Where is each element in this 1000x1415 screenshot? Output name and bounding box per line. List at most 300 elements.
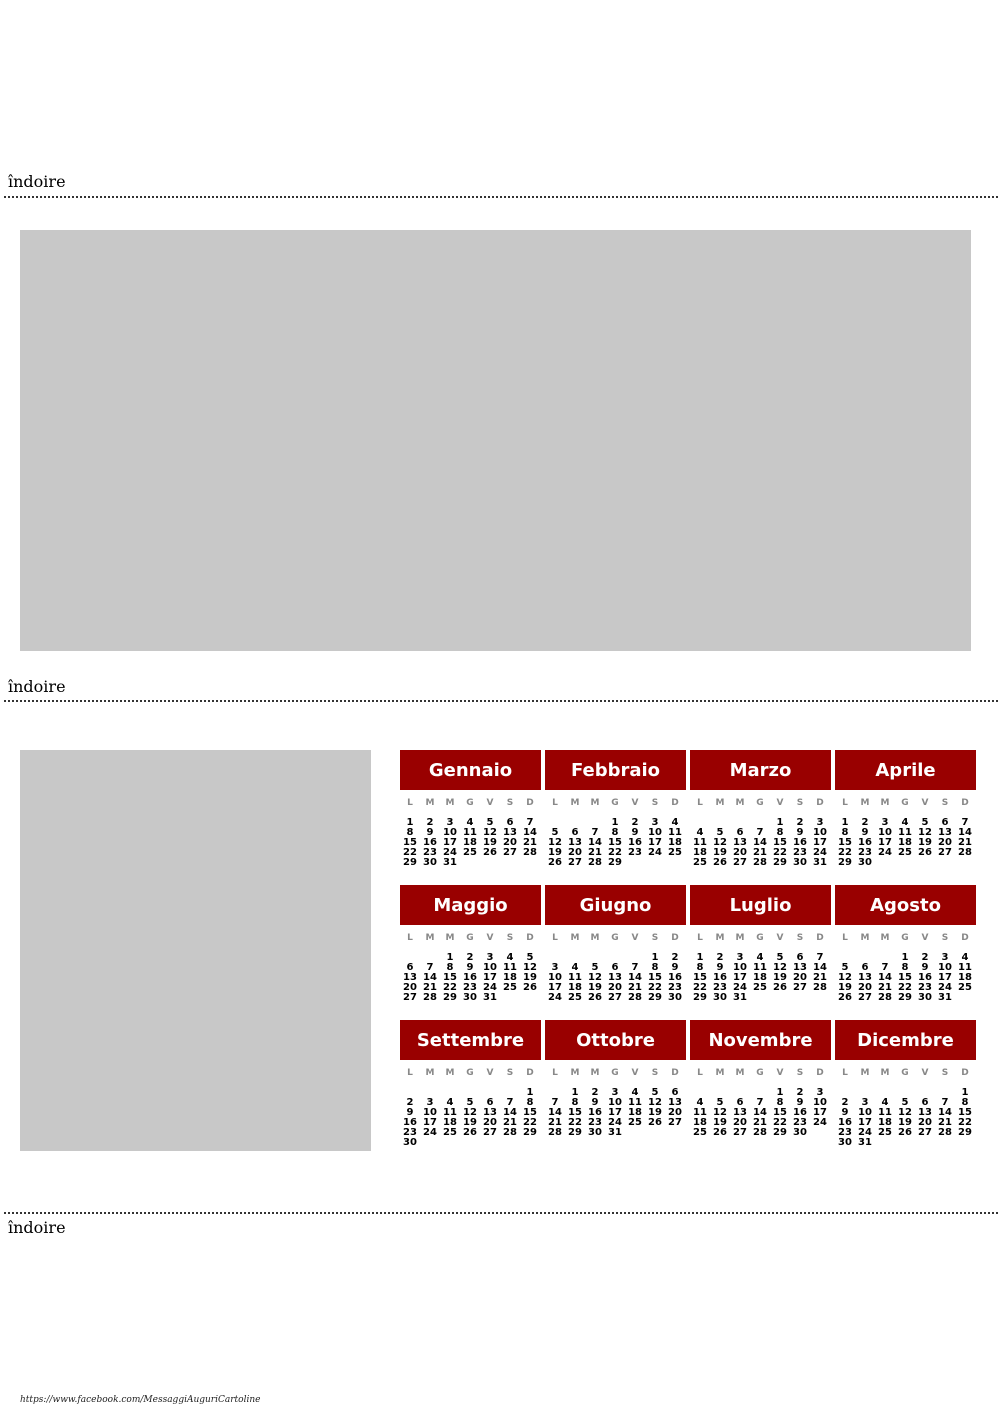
weekday-label: G <box>901 798 909 808</box>
weekday-label: L <box>697 1068 703 1078</box>
day-number: 18 <box>693 1117 707 1128</box>
day-number: 30 <box>858 857 872 868</box>
weekday-label: V <box>631 1068 639 1078</box>
day-number: 22 <box>898 982 912 993</box>
day-number: 14 <box>548 1107 562 1118</box>
day-number: 8 <box>526 1097 534 1108</box>
day-number: 25 <box>693 1127 707 1138</box>
weekday-label: M <box>715 933 725 943</box>
day-grid <box>835 953 976 1003</box>
day-number: 30 <box>588 1127 602 1138</box>
day-number: 16 <box>403 1117 417 1128</box>
month-title: Novembre <box>690 1020 831 1060</box>
weekday-header <box>835 798 976 808</box>
day-number: 10 <box>813 827 827 838</box>
day-number: 21 <box>938 1117 952 1128</box>
day-number: 24 <box>648 847 662 858</box>
day-number: 17 <box>733 972 747 983</box>
day-number: 17 <box>813 837 827 848</box>
day-number: 11 <box>463 827 477 838</box>
day-number: 8 <box>696 962 704 973</box>
day-number: 1 <box>961 1087 969 1098</box>
weekday-label: S <box>651 1068 659 1078</box>
weekday-label: S <box>651 933 659 943</box>
day-number: 22 <box>648 982 662 993</box>
day-number: 24 <box>443 847 457 858</box>
day-number: 3 <box>651 817 659 828</box>
day-number: 9 <box>406 1107 414 1118</box>
day-number: 18 <box>668 837 682 848</box>
day-number: 21 <box>588 847 602 858</box>
day-number: 25 <box>958 982 972 993</box>
day-number: 3 <box>486 952 494 963</box>
day-number: 6 <box>406 962 414 973</box>
weekday-label: D <box>526 933 534 943</box>
weekday-header <box>400 1068 541 1078</box>
day-number: 5 <box>466 1097 474 1108</box>
day-number: 24 <box>878 847 892 858</box>
day-number: 18 <box>628 1107 642 1118</box>
day-number: 19 <box>648 1107 662 1118</box>
weekday-label: V <box>486 1068 494 1078</box>
day-number: 17 <box>878 837 892 848</box>
day-number: 3 <box>551 962 559 973</box>
day-number: 17 <box>813 1107 827 1118</box>
day-number: 13 <box>668 1097 682 1108</box>
weekday-label: D <box>816 1068 824 1078</box>
day-number: 30 <box>918 992 932 1003</box>
day-number: 5 <box>651 1087 659 1098</box>
day-number: 31 <box>813 857 827 868</box>
day-number: 23 <box>713 982 727 993</box>
day-number: 29 <box>838 857 852 868</box>
day-number: 27 <box>503 847 517 858</box>
day-number: 13 <box>938 827 952 838</box>
weekday-header <box>400 798 541 808</box>
day-number: 28 <box>753 1127 767 1138</box>
day-number: 11 <box>958 962 972 973</box>
day-number: 24 <box>608 1117 622 1128</box>
month-febbraio <box>545 750 686 868</box>
day-number: 11 <box>753 962 767 973</box>
day-number: 7 <box>426 962 434 973</box>
day-number: 26 <box>918 847 932 858</box>
weekday-header <box>835 1068 976 1078</box>
day-number: 30 <box>403 1137 417 1148</box>
day-number: 16 <box>793 837 807 848</box>
day-number: 10 <box>443 827 457 838</box>
month-marzo <box>690 750 831 868</box>
day-number: 4 <box>696 827 704 838</box>
month-ottobre <box>545 1020 686 1138</box>
day-number: 3 <box>881 817 889 828</box>
day-number: 9 <box>591 1097 599 1108</box>
day-number: 19 <box>588 982 602 993</box>
day-number: 10 <box>878 827 892 838</box>
day-number: 5 <box>591 962 599 973</box>
weekday-header <box>545 933 686 943</box>
day-number: 6 <box>736 1097 744 1108</box>
fold-line-middle <box>4 700 998 702</box>
month-title: Dicembre <box>835 1020 976 1060</box>
day-number: 12 <box>648 1097 662 1108</box>
day-number: 31 <box>608 1127 622 1138</box>
day-number: 22 <box>773 847 787 858</box>
weekday-label: M <box>425 1068 435 1078</box>
weekday-label: D <box>816 798 824 808</box>
day-number: 22 <box>693 982 707 993</box>
day-number: 7 <box>756 1097 764 1108</box>
day-number: 18 <box>503 972 517 983</box>
day-number: 27 <box>733 857 747 868</box>
day-number: 19 <box>713 847 727 858</box>
day-number: 20 <box>483 1117 497 1128</box>
day-number: 9 <box>921 962 929 973</box>
day-number: 29 <box>648 992 662 1003</box>
day-number: 3 <box>816 817 824 828</box>
day-number: 9 <box>796 1097 804 1108</box>
photo-placeholder-large[interactable] <box>20 230 971 651</box>
day-number: 5 <box>716 1097 724 1108</box>
weekday-header <box>690 1068 831 1078</box>
day-number: 9 <box>466 962 474 973</box>
weekday-label: S <box>506 798 514 808</box>
day-number: 29 <box>958 1127 972 1138</box>
day-number: 4 <box>631 1087 639 1098</box>
month-title: Settembre <box>400 1020 541 1060</box>
day-grid <box>400 818 541 868</box>
day-number: 29 <box>523 1127 537 1138</box>
day-number: 14 <box>588 837 602 848</box>
day-number: 31 <box>938 992 952 1003</box>
day-number: 24 <box>938 982 952 993</box>
day-number: 20 <box>938 837 952 848</box>
month-dicembre <box>835 1020 976 1148</box>
day-number: 31 <box>733 992 747 1003</box>
day-number: 17 <box>608 1107 622 1118</box>
day-number: 5 <box>716 827 724 838</box>
day-number: 18 <box>898 837 912 848</box>
weekday-label: V <box>921 1068 929 1078</box>
day-grid <box>835 1088 976 1148</box>
day-number: 18 <box>463 837 477 848</box>
day-number: 10 <box>858 1107 872 1118</box>
day-number: 13 <box>403 972 417 983</box>
day-number: 10 <box>648 827 662 838</box>
weekday-header <box>545 1068 686 1078</box>
weekday-label: V <box>631 933 639 943</box>
weekday-label: V <box>776 798 784 808</box>
day-number: 4 <box>756 952 764 963</box>
weekday-label: S <box>796 798 804 808</box>
day-number: 23 <box>918 982 932 993</box>
day-number: 24 <box>733 982 747 993</box>
day-number: 13 <box>733 1107 747 1118</box>
day-number: 16 <box>858 837 872 848</box>
day-number: 16 <box>838 1117 852 1128</box>
day-number: 2 <box>631 817 639 828</box>
day-number: 7 <box>881 962 889 973</box>
weekday-label: M <box>715 798 725 808</box>
day-number: 31 <box>443 857 457 868</box>
day-number: 16 <box>713 972 727 983</box>
day-number: 20 <box>568 847 582 858</box>
day-number: 26 <box>648 1117 662 1128</box>
day-number: 14 <box>813 962 827 973</box>
day-number: 7 <box>526 817 534 828</box>
day-number: 4 <box>696 1097 704 1108</box>
day-number: 5 <box>921 817 929 828</box>
day-number: 26 <box>523 982 537 993</box>
calendar-grid <box>400 750 976 1150</box>
day-number: 27 <box>733 1127 747 1138</box>
weekday-label: L <box>842 1068 848 1078</box>
day-number: 18 <box>958 972 972 983</box>
day-number: 7 <box>551 1097 559 1108</box>
weekday-label: M <box>590 933 600 943</box>
day-number: 26 <box>548 857 562 868</box>
day-number: 28 <box>503 1127 517 1138</box>
day-number: 2 <box>591 1087 599 1098</box>
day-number: 13 <box>568 837 582 848</box>
day-number: 13 <box>858 972 872 983</box>
day-number: 16 <box>463 972 477 983</box>
day-number: 13 <box>793 962 807 973</box>
weekday-label: G <box>756 1068 764 1078</box>
day-number: 11 <box>503 962 517 973</box>
day-number: 14 <box>503 1107 517 1118</box>
day-number: 28 <box>958 847 972 858</box>
day-number: 23 <box>403 1127 417 1138</box>
day-number: 24 <box>813 1117 827 1128</box>
weekday-label: M <box>570 1068 580 1078</box>
day-number: 27 <box>938 847 952 858</box>
day-number: 12 <box>898 1107 912 1118</box>
day-number: 11 <box>878 1107 892 1118</box>
weekday-label: D <box>961 933 969 943</box>
weekday-label: V <box>776 1068 784 1078</box>
day-number: 19 <box>548 847 562 858</box>
month-title: Febbraio <box>545 750 686 790</box>
day-number: 4 <box>466 817 474 828</box>
day-number: 30 <box>713 992 727 1003</box>
day-number: 1 <box>611 817 619 828</box>
day-number: 29 <box>773 1127 787 1138</box>
day-number: 29 <box>443 992 457 1003</box>
day-number: 20 <box>918 1117 932 1128</box>
day-number: 9 <box>841 1107 849 1118</box>
day-number: 14 <box>938 1107 952 1118</box>
weekday-label: M <box>860 933 870 943</box>
day-number: 29 <box>568 1127 582 1138</box>
day-number: 7 <box>631 962 639 973</box>
day-number: 29 <box>403 857 417 868</box>
day-number: 8 <box>571 1097 579 1108</box>
weekday-label: L <box>697 933 703 943</box>
weekday-label: M <box>570 798 580 808</box>
day-number: 22 <box>608 847 622 858</box>
day-number: 10 <box>733 962 747 973</box>
weekday-label: D <box>816 933 824 943</box>
day-number: 11 <box>693 1107 707 1118</box>
day-number: 2 <box>716 952 724 963</box>
day-number: 1 <box>651 952 659 963</box>
day-number: 9 <box>796 827 804 838</box>
day-number: 7 <box>591 827 599 838</box>
day-number: 24 <box>483 982 497 993</box>
day-number: 3 <box>736 952 744 963</box>
day-number: 3 <box>426 1097 434 1108</box>
day-number: 27 <box>483 1127 497 1138</box>
day-number: 9 <box>631 827 639 838</box>
day-number: 23 <box>793 847 807 858</box>
day-number: 13 <box>483 1107 497 1118</box>
day-number: 18 <box>443 1117 457 1128</box>
weekday-label: L <box>842 933 848 943</box>
day-number: 10 <box>483 962 497 973</box>
day-number: 30 <box>423 857 437 868</box>
day-number: 26 <box>588 992 602 1003</box>
day-number: 10 <box>813 1097 827 1108</box>
day-number: 25 <box>898 847 912 858</box>
day-number: 17 <box>648 837 662 848</box>
day-number: 19 <box>838 982 852 993</box>
day-number: 6 <box>571 827 579 838</box>
day-number: 22 <box>958 1117 972 1128</box>
day-number: 20 <box>733 1117 747 1128</box>
day-number: 1 <box>841 817 849 828</box>
weekday-label: V <box>921 798 929 808</box>
day-number: 30 <box>793 857 807 868</box>
weekday-label: M <box>425 798 435 808</box>
day-number: 6 <box>941 817 949 828</box>
day-number: 27 <box>858 992 872 1003</box>
weekday-header <box>690 798 831 808</box>
weekday-label: G <box>466 1068 474 1078</box>
day-number: 2 <box>671 952 679 963</box>
day-number: 1 <box>901 952 909 963</box>
day-number: 22 <box>773 1117 787 1128</box>
weekday-label: M <box>425 933 435 943</box>
photo-placeholder-small[interactable] <box>20 750 371 1151</box>
month-title: Marzo <box>690 750 831 790</box>
day-number: 8 <box>961 1097 969 1108</box>
weekday-label: D <box>961 1068 969 1078</box>
day-number: 25 <box>628 1117 642 1128</box>
weekday-label: V <box>486 798 494 808</box>
fold-label-top: îndoire <box>8 172 66 191</box>
day-number: 17 <box>423 1117 437 1128</box>
day-number: 25 <box>568 992 582 1003</box>
day-number: 9 <box>716 962 724 973</box>
day-number: 7 <box>506 1097 514 1108</box>
day-number: 20 <box>733 847 747 858</box>
weekday-header <box>690 933 831 943</box>
weekday-label: L <box>697 798 703 808</box>
weekday-label: S <box>941 798 949 808</box>
day-number: 12 <box>463 1107 477 1118</box>
day-grid <box>545 1088 686 1138</box>
day-number: 5 <box>551 827 559 838</box>
month-title: Aprile <box>835 750 976 790</box>
day-number: 14 <box>753 1107 767 1118</box>
day-number: 28 <box>813 982 827 993</box>
day-number: 24 <box>548 992 562 1003</box>
day-number: 3 <box>861 1097 869 1108</box>
day-number: 25 <box>878 1127 892 1138</box>
day-number: 19 <box>898 1117 912 1128</box>
weekday-label: G <box>611 798 619 808</box>
day-number: 15 <box>773 1107 787 1118</box>
month-title: Gennaio <box>400 750 541 790</box>
weekday-label: S <box>506 1068 514 1078</box>
day-number: 28 <box>628 992 642 1003</box>
day-number: 15 <box>443 972 457 983</box>
day-number: 13 <box>608 972 622 983</box>
day-number: 3 <box>816 1087 824 1098</box>
day-number: 28 <box>548 1127 562 1138</box>
day-number: 16 <box>423 837 437 848</box>
weekday-label: G <box>756 798 764 808</box>
day-number: 7 <box>961 817 969 828</box>
day-number: 23 <box>628 847 642 858</box>
month-giugno <box>545 885 686 1003</box>
weekday-label: M <box>570 933 580 943</box>
day-number: 5 <box>526 952 534 963</box>
day-number: 23 <box>423 847 437 858</box>
day-number: 24 <box>423 1127 437 1138</box>
month-title: Ottobre <box>545 1020 686 1060</box>
day-number: 24 <box>813 847 827 858</box>
month-title: Luglio <box>690 885 831 925</box>
day-number: 19 <box>713 1117 727 1128</box>
day-number: 12 <box>548 837 562 848</box>
day-number: 26 <box>898 1127 912 1138</box>
weekday-label: M <box>445 1068 455 1078</box>
weekday-label: M <box>880 933 890 943</box>
day-number: 12 <box>773 962 787 973</box>
day-number: 21 <box>813 972 827 983</box>
day-number: 22 <box>523 1117 537 1128</box>
day-number: 15 <box>838 837 852 848</box>
day-number: 27 <box>608 992 622 1003</box>
day-number: 25 <box>693 857 707 868</box>
weekday-label: M <box>880 798 890 808</box>
day-number: 2 <box>921 952 929 963</box>
weekday-label: D <box>671 1068 679 1078</box>
weekday-label: V <box>776 933 784 943</box>
weekday-label: D <box>671 933 679 943</box>
footer-url[interactable]: https://www.facebook.com/MessaggiAuguriCartoline <box>20 1395 261 1405</box>
day-number: 5 <box>841 962 849 973</box>
day-number: 30 <box>668 992 682 1003</box>
day-number: 20 <box>608 982 622 993</box>
day-number: 6 <box>611 962 619 973</box>
weekday-label: L <box>407 798 413 808</box>
day-number: 28 <box>938 1127 952 1138</box>
weekday-label: M <box>445 798 455 808</box>
day-number: 1 <box>571 1087 579 1098</box>
weekday-label: L <box>552 798 558 808</box>
weekday-label: M <box>590 798 600 808</box>
day-number: 27 <box>918 1127 932 1138</box>
day-number: 27 <box>793 982 807 993</box>
day-number: 28 <box>588 857 602 868</box>
day-number: 27 <box>403 992 417 1003</box>
day-number: 15 <box>958 1107 972 1118</box>
day-number: 23 <box>838 1127 852 1138</box>
weekday-label: M <box>445 933 455 943</box>
